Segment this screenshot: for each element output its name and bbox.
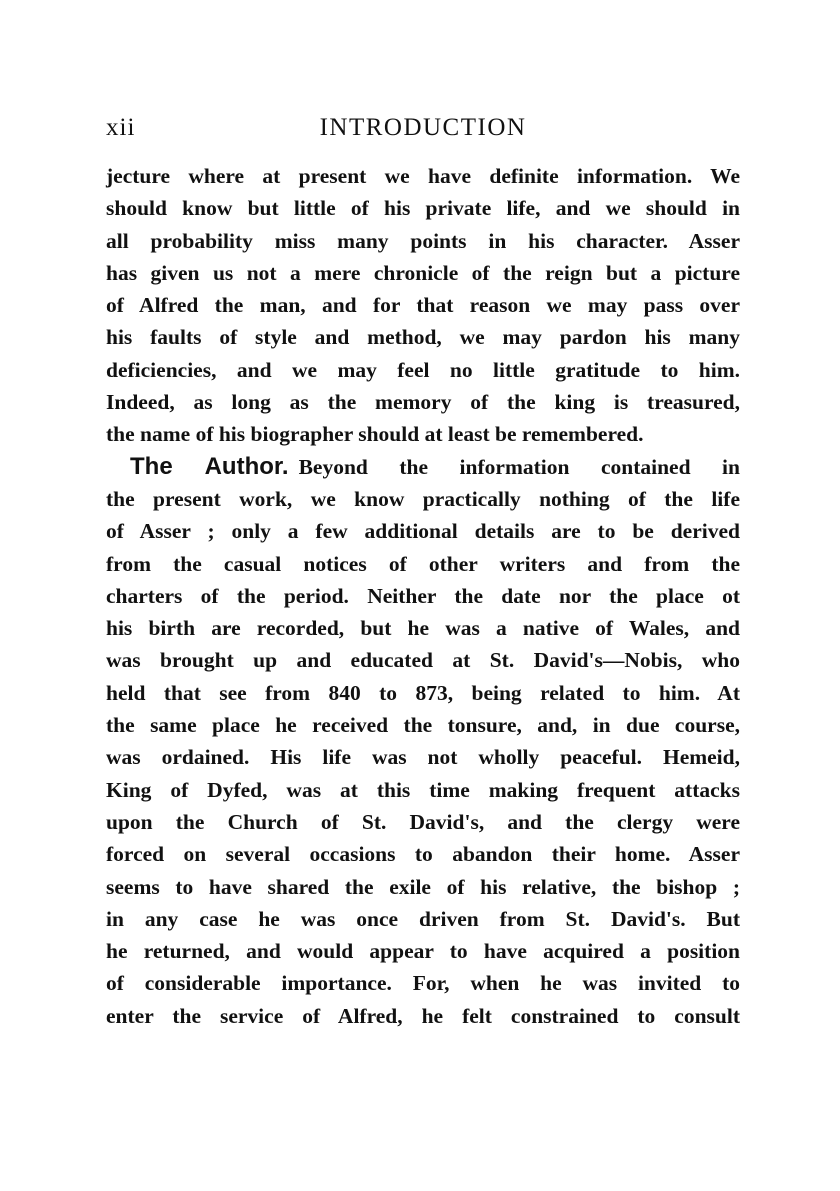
text-line: his birth are recorded, but he was a native of Wales, and [106,616,740,641]
text-line: was ordained. His life was not wholly peaceful. Hemeid, [106,745,740,770]
running-head: INTRODUCTION [319,114,527,141]
text-line: held that see from 840 to 873, being related to him. At [106,680,740,705]
text-line: should know but little of his private life, and we should in [106,196,740,221]
text-line: has given us not a mere chronicle of the reign but a picture [106,260,740,285]
text-line: deficiencies, and we may feel no little gratitude to him. [106,357,740,382]
text-line: Indeed, as long as the memory of the king is treasured, [106,390,740,415]
text-line: all probability miss many points in his character. Asser [106,228,740,253]
text-line: in any case he was once driven from St. David's. But [106,906,740,931]
side-heading: The Author. [130,452,289,480]
body-text [106,160,740,1032]
page-header [106,114,740,148]
text-line: from the casual notices of other writers and from the [106,551,740,576]
paragraph-1 [106,160,740,451]
text-line: of Asser ; only a few additional details are to be derived [106,519,740,544]
text-line-content: Beyond the information contained in [298,454,740,479]
text-line: of considerable importance. For, when he was invited to [106,971,740,996]
text-line: enter the service of Alfred, he felt constrained to consult [106,1003,740,1028]
text-line: the present work, we know practically nothing of the life [106,486,740,511]
text-line: he returned, and would appear to have acquired a position [106,939,740,964]
text-line: seems to have shared the exile of his relative, the bishop ; [106,874,740,899]
paragraph-2 [106,451,740,1032]
text-line: his faults of style and method, we may pardon his many [106,325,740,350]
text-line: the name of his biographer should at least be remembered. [106,422,644,447]
text-line: charters of the period. Neither the date nor the place ot [106,583,740,608]
text-line: the same place he received the tonsure, and, in due course, [106,713,740,738]
text-line: King of Dyfed, was at this time making frequent attacks [106,777,740,802]
text-line: of Alfred the man, and for that reason we may pass over [106,293,740,318]
page-number: xii [106,114,136,141]
text-line: upon the Church of St. David's, and the clergy were [106,809,740,834]
text-line-with-side-head [106,451,740,483]
text-line: forced on several occasions to abandon their home. Asser [106,842,740,867]
text-line: jecture where at present we have definite information. We [106,164,740,188]
text-line: was brought up and educated at St. David's—Nobis, who [106,648,740,673]
